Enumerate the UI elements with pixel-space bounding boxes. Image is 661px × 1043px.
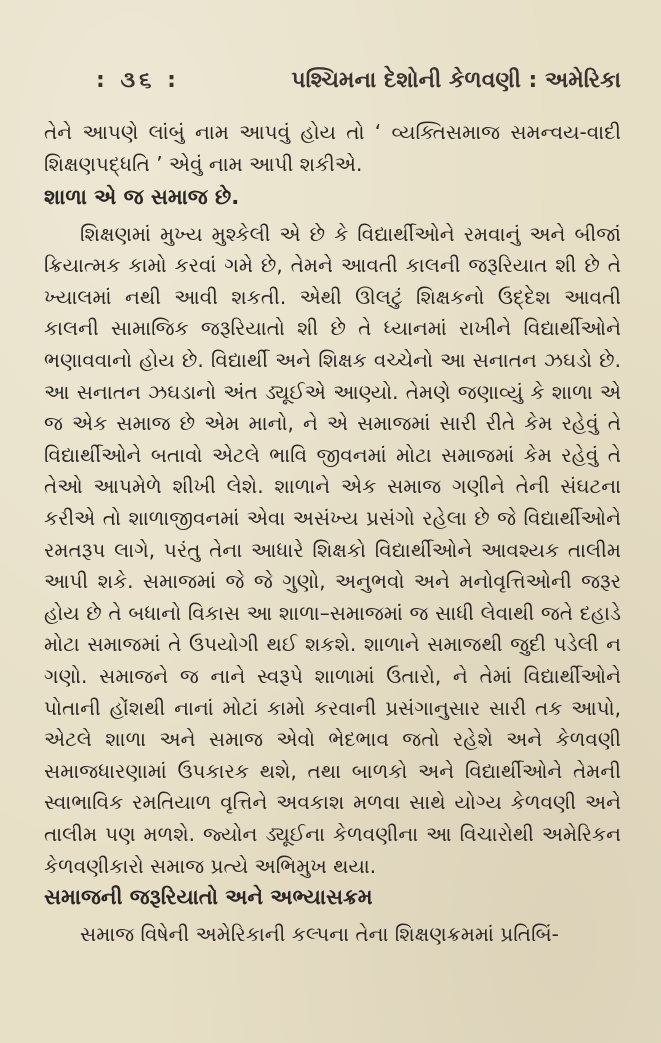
- running-head: [96, 68, 621, 93]
- page-number: : ૩૬ :: [96, 68, 180, 93]
- running-title: પશ્ચિમના દેશોની કેળવણી : અમેરિકા: [291, 68, 621, 93]
- section-heading-school-is-society: શાળા એ જ સમાજ છે.: [44, 185, 240, 210]
- intro-paragraph: તેને આપણે લાંબું નામ આપવું હોય તો ‘ વ્યક્તિસમાજ સમન્વય-વાદી શિક્ષણપદ્ધતિ ’ એવું નામ આપી શકીએ.: [44, 120, 621, 176]
- section-heading-society-needs-curriculum: સમાજની જરૂરિયાતો અને અભ્યાસક્રમ: [44, 885, 373, 910]
- body-paragraph-curriculum: સમાજ વિષેની અમેરિકાની કલ્પના તેના શિક્ષણક્રમમાં પ્રતિબિં-: [80, 921, 559, 946]
- body-paragraph-school-society: શિક્ષણમાં મુખ્ય મુશ્કેલી એ છે કે વિદ્યાર્થીઓને રમવાનું અને બીજાં ક્રિયાત્મક કામો કરવાં ગમે છે, તેમને આવતી કાલની જરૂરિયાત શી છે તે ખ્યાલમાં નથી આવી શકતી. એથી ઊલટું શિક્ષકનો ઉદ્દેશ આવતી કાલની સામાજિક જરૂરિયાતો શી છે તે ધ્યાનમાં રાખીને વિદ્યાર્થીઓને ભણાવવાનો હોય છે. વિદ્યાર્થી અને શિક્ષક વચ્ચેનો આ સનાતન ઝઘડો છે. આ સનાતન ઝઘડાનો અંત ડ્યૂઈએ આણ્યો. તેમણે જણાવ્યું કે શાળા એ જ એક સમાજ છે એમ માનો, ને એ સમાજમાં સારી રીતે કેમ રહેવું તે વિદ્યાર્થીઓને બતાવો એટલે ભાવિ જીવનમાં મોટા સમાજમાં કેમ રહેવું તે તેઓ આપમેળે શીખી લેશે. શાળાને એક સમાજ ગણીને તેની સંઘટના કરીએ તો શાળાજીવનમાં એવા અસંખ્ય પ્રસંગો રહેલા છે જે વિદ્યાર્થીઓને રમતરૂપ લાગે, પરંતુ તેના આધારે શિક્ષકો વિદ્યાર્થીઓને આવશ્યક તાલીમ આપી શકે. સમાજમાં જે જે ગુણો, અનુભવો અને મનોવૃત્તિઓની જરૂર હોય છે તે બધાનો વિકાસ આ શાળા–સમાજમાં જ સાધી લેવાથી જતે દહાડે મોટા સમાજમાં તે ઉપયોગી થઈ શકશે. શાળાને સમાજથી જુદી પડેલી ન ગણો. સમાજને જ નાને સ્વરૂપે શાળામાં ઉતારો, ને તેમાં વિદ્યાર્થીઓને પોતાની હોંશથી નાનાં મોટાં કામો કરવાની પ્રસંગાનુસાર સારી તક આપો, એટલે શાળા અને સમાજ એવો ભેદભાવ જતો રહેશે અને કેળવણી સમાજધારણામાં ઉપકારક થશે, તથા બાળકો અને વિદ્યાર્થીઓને તેમની સ્વાભાવિક રમતિયાળ વૃત્તિને અવકાશ મળવા સાથે યોગ્ય કેળવણી અને તાલીમ પણ મળશે. જ્યોન ડ્યૂઈના કેળવણીના આ વિચારોથી અમેરિકન કેળવણીકારો સમાજ પ્રત્યે અભિમુખ થયા.: [44, 221, 621, 878]
